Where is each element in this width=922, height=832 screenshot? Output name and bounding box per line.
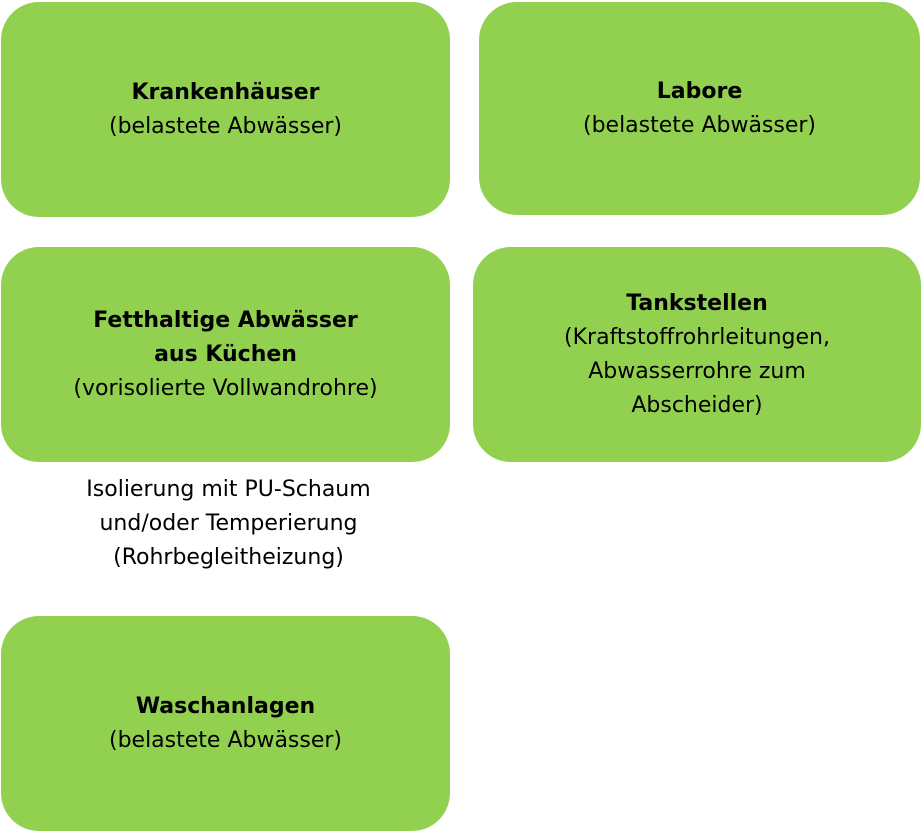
box-krankenhaeuser [1, 2, 450, 217]
box-subtitle: (Kraftstoffrohrleitungen, Abwasserrohre zum Abscheider) [564, 324, 830, 418]
box-subtitle: (belastete Abwässer) [108, 113, 343, 139]
box-title: Labore [656, 78, 743, 104]
box-waschanlagen [1, 616, 450, 831]
box-title: Tankstellen [626, 290, 768, 316]
box-title: Fetthaltige Abwässer aus Küchen [93, 307, 358, 367]
isolation-note: Isolierung mit PU-Schaum und/oder Temperierung (Rohrbegleitheizung) [86, 477, 371, 570]
box-subtitle: (vorisolierte Vollwandrohre) [73, 375, 378, 401]
box-fetthaltige-abwaesser [1, 247, 450, 462]
box-labore [479, 2, 920, 215]
box-title: Krankenhäuser [131, 79, 320, 105]
box-title: Waschanlagen [135, 693, 316, 719]
box-subtitle: (belastete Abwässer) [582, 112, 817, 138]
box-subtitle: (belastete Abwässer) [108, 727, 343, 753]
box-tankstellen [473, 247, 921, 462]
